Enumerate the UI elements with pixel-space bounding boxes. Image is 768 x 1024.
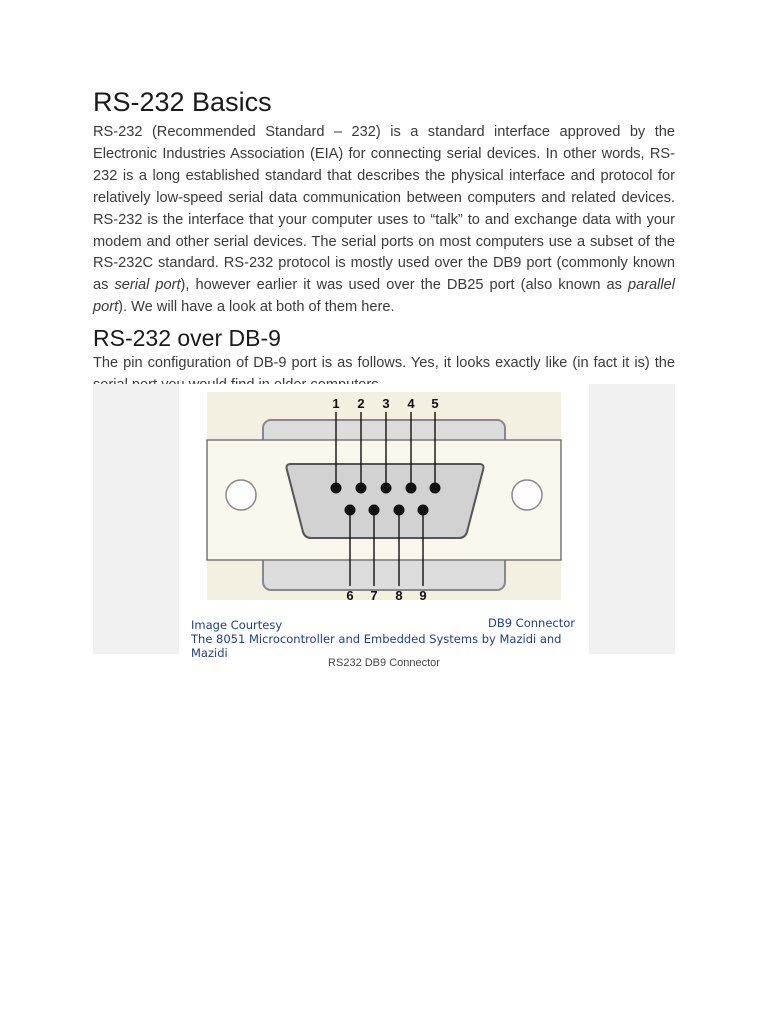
pin-5 <box>430 483 441 494</box>
intro-emphasis-parallel: parallel port <box>93 277 676 316</box>
intro-emphasis-serial: serial port <box>114 277 181 294</box>
page-title: RS-232 Basics <box>93 87 272 117</box>
pin-9 <box>418 505 429 516</box>
pin-label-9: 9 <box>419 588 427 603</box>
intro-text-1: RS-232 (Recommended Standard – 232) is a standard interface approved by the Electronic Industries Association (EIA) for connecting serial devices. In other words, RS-232 is a long established standard that describes the physical interface and protocol for relatively low-speed serial data communication between computers and related devices. RS-232 is the interface that your computer uses to “talk” to and exchange data with your modem and other serial devices. The serial ports on most computers use a subset of the RS-232C standard. RS-232 protocol is mostly used over the DB9 port (commonly known as <box>93 124 675 294</box>
db9-diagram <box>179 384 589 654</box>
pin-4 <box>406 483 417 494</box>
pin-8 <box>394 505 405 516</box>
pin-1 <box>331 483 342 494</box>
section-heading: RS-232 over DB-9 <box>93 325 281 352</box>
db9-connector-label: DB9 Connector <box>487 616 575 630</box>
pin-label-7: 7 <box>370 588 378 603</box>
figure-background <box>93 384 675 660</box>
pin-label-4: 4 <box>407 396 415 411</box>
image-source-label: The 8051 Microcontroller and Embedded Systems by Mazidi and Mazidi <box>191 632 562 660</box>
pin-label-2: 2 <box>357 396 365 411</box>
intro-paragraph <box>93 122 675 319</box>
intro-text-2: ), however earlier it was used over the DB25 port (also known as <box>180 277 628 294</box>
section-paragraph: The pin configuration of DB-9 port is as follows. Yes, it looks exactly like (in fact it is) the <box>93 355 675 372</box>
pin-7 <box>369 505 380 516</box>
pin-label-8: 8 <box>395 588 403 603</box>
pin-label-5: 5 <box>431 396 439 411</box>
pin-2 <box>356 483 367 494</box>
pin-label-1: 1 <box>332 396 340 411</box>
pin-label-3: 3 <box>382 396 390 411</box>
image-courtesy-label: Image Courtesy <box>191 618 283 632</box>
intro-text-3: ). We will have a look at both of them here. <box>118 299 395 316</box>
pin-label-6: 6 <box>346 588 354 603</box>
figure-caption: RS232 DB9 Connector <box>328 657 440 669</box>
pin-3 <box>381 483 392 494</box>
db9-connector-image <box>179 384 589 660</box>
pin-6 <box>345 505 356 516</box>
article <box>93 84 675 397</box>
